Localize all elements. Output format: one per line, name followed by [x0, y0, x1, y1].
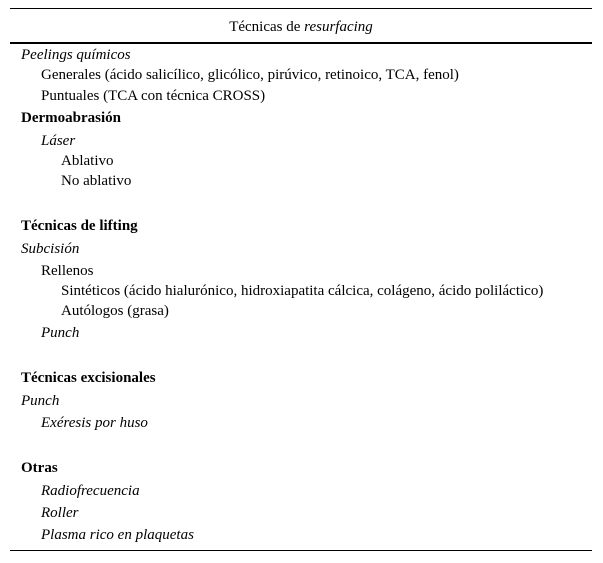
excisionales-exeresis: Exéresis por huso	[41, 415, 148, 431]
excisionales-punch: Punch	[21, 393, 60, 409]
dermoabrasion-laser: Láser	[41, 133, 76, 149]
dermoabrasion-no-ablativo: No ablativo	[61, 173, 132, 189]
lifting-autologos: Autólogos (grasa)	[61, 303, 169, 319]
table-bottom-rule	[10, 550, 592, 551]
table-header	[10, 17, 592, 37]
otras-roller: Roller	[41, 505, 79, 521]
lifting-title: Técnicas de lifting	[21, 218, 138, 234]
peelings-title: Peelings químicos	[21, 47, 131, 63]
peelings-puntuales: Puntuales (TCA con técnica CROSS)	[41, 88, 266, 104]
otras-plasma: Plasma rico en plaquetas	[41, 527, 194, 543]
table-header-rule	[10, 42, 592, 44]
lifting-punch: Punch	[41, 325, 80, 341]
excisionales-title: Técnicas excisionales	[21, 370, 156, 386]
lifting-rellenos: Rellenos	[41, 263, 94, 279]
header-emphasis: resurfacing	[304, 19, 373, 35]
lifting-subcision: Subcisión	[21, 241, 80, 257]
otras-radiofrecuencia: Radiofrecuencia	[41, 483, 140, 499]
peelings-generales: Generales (ácido salicílico, glicólico, pirúvico, retinoico, TCA, fenol)	[41, 67, 459, 83]
otras-title: Otras	[21, 460, 58, 476]
dermoabrasion-ablativo: Ablativo	[61, 153, 114, 169]
table-top-rule	[10, 8, 592, 9]
lifting-sinteticos: Sintéticos (ácido hialurónico, hidroxiapatita cálcica, colágeno, ácido poliláctico)	[61, 283, 544, 299]
header-prefix: Técnicas de	[229, 19, 305, 35]
dermoabrasion-title: Dermoabrasión	[21, 110, 121, 126]
